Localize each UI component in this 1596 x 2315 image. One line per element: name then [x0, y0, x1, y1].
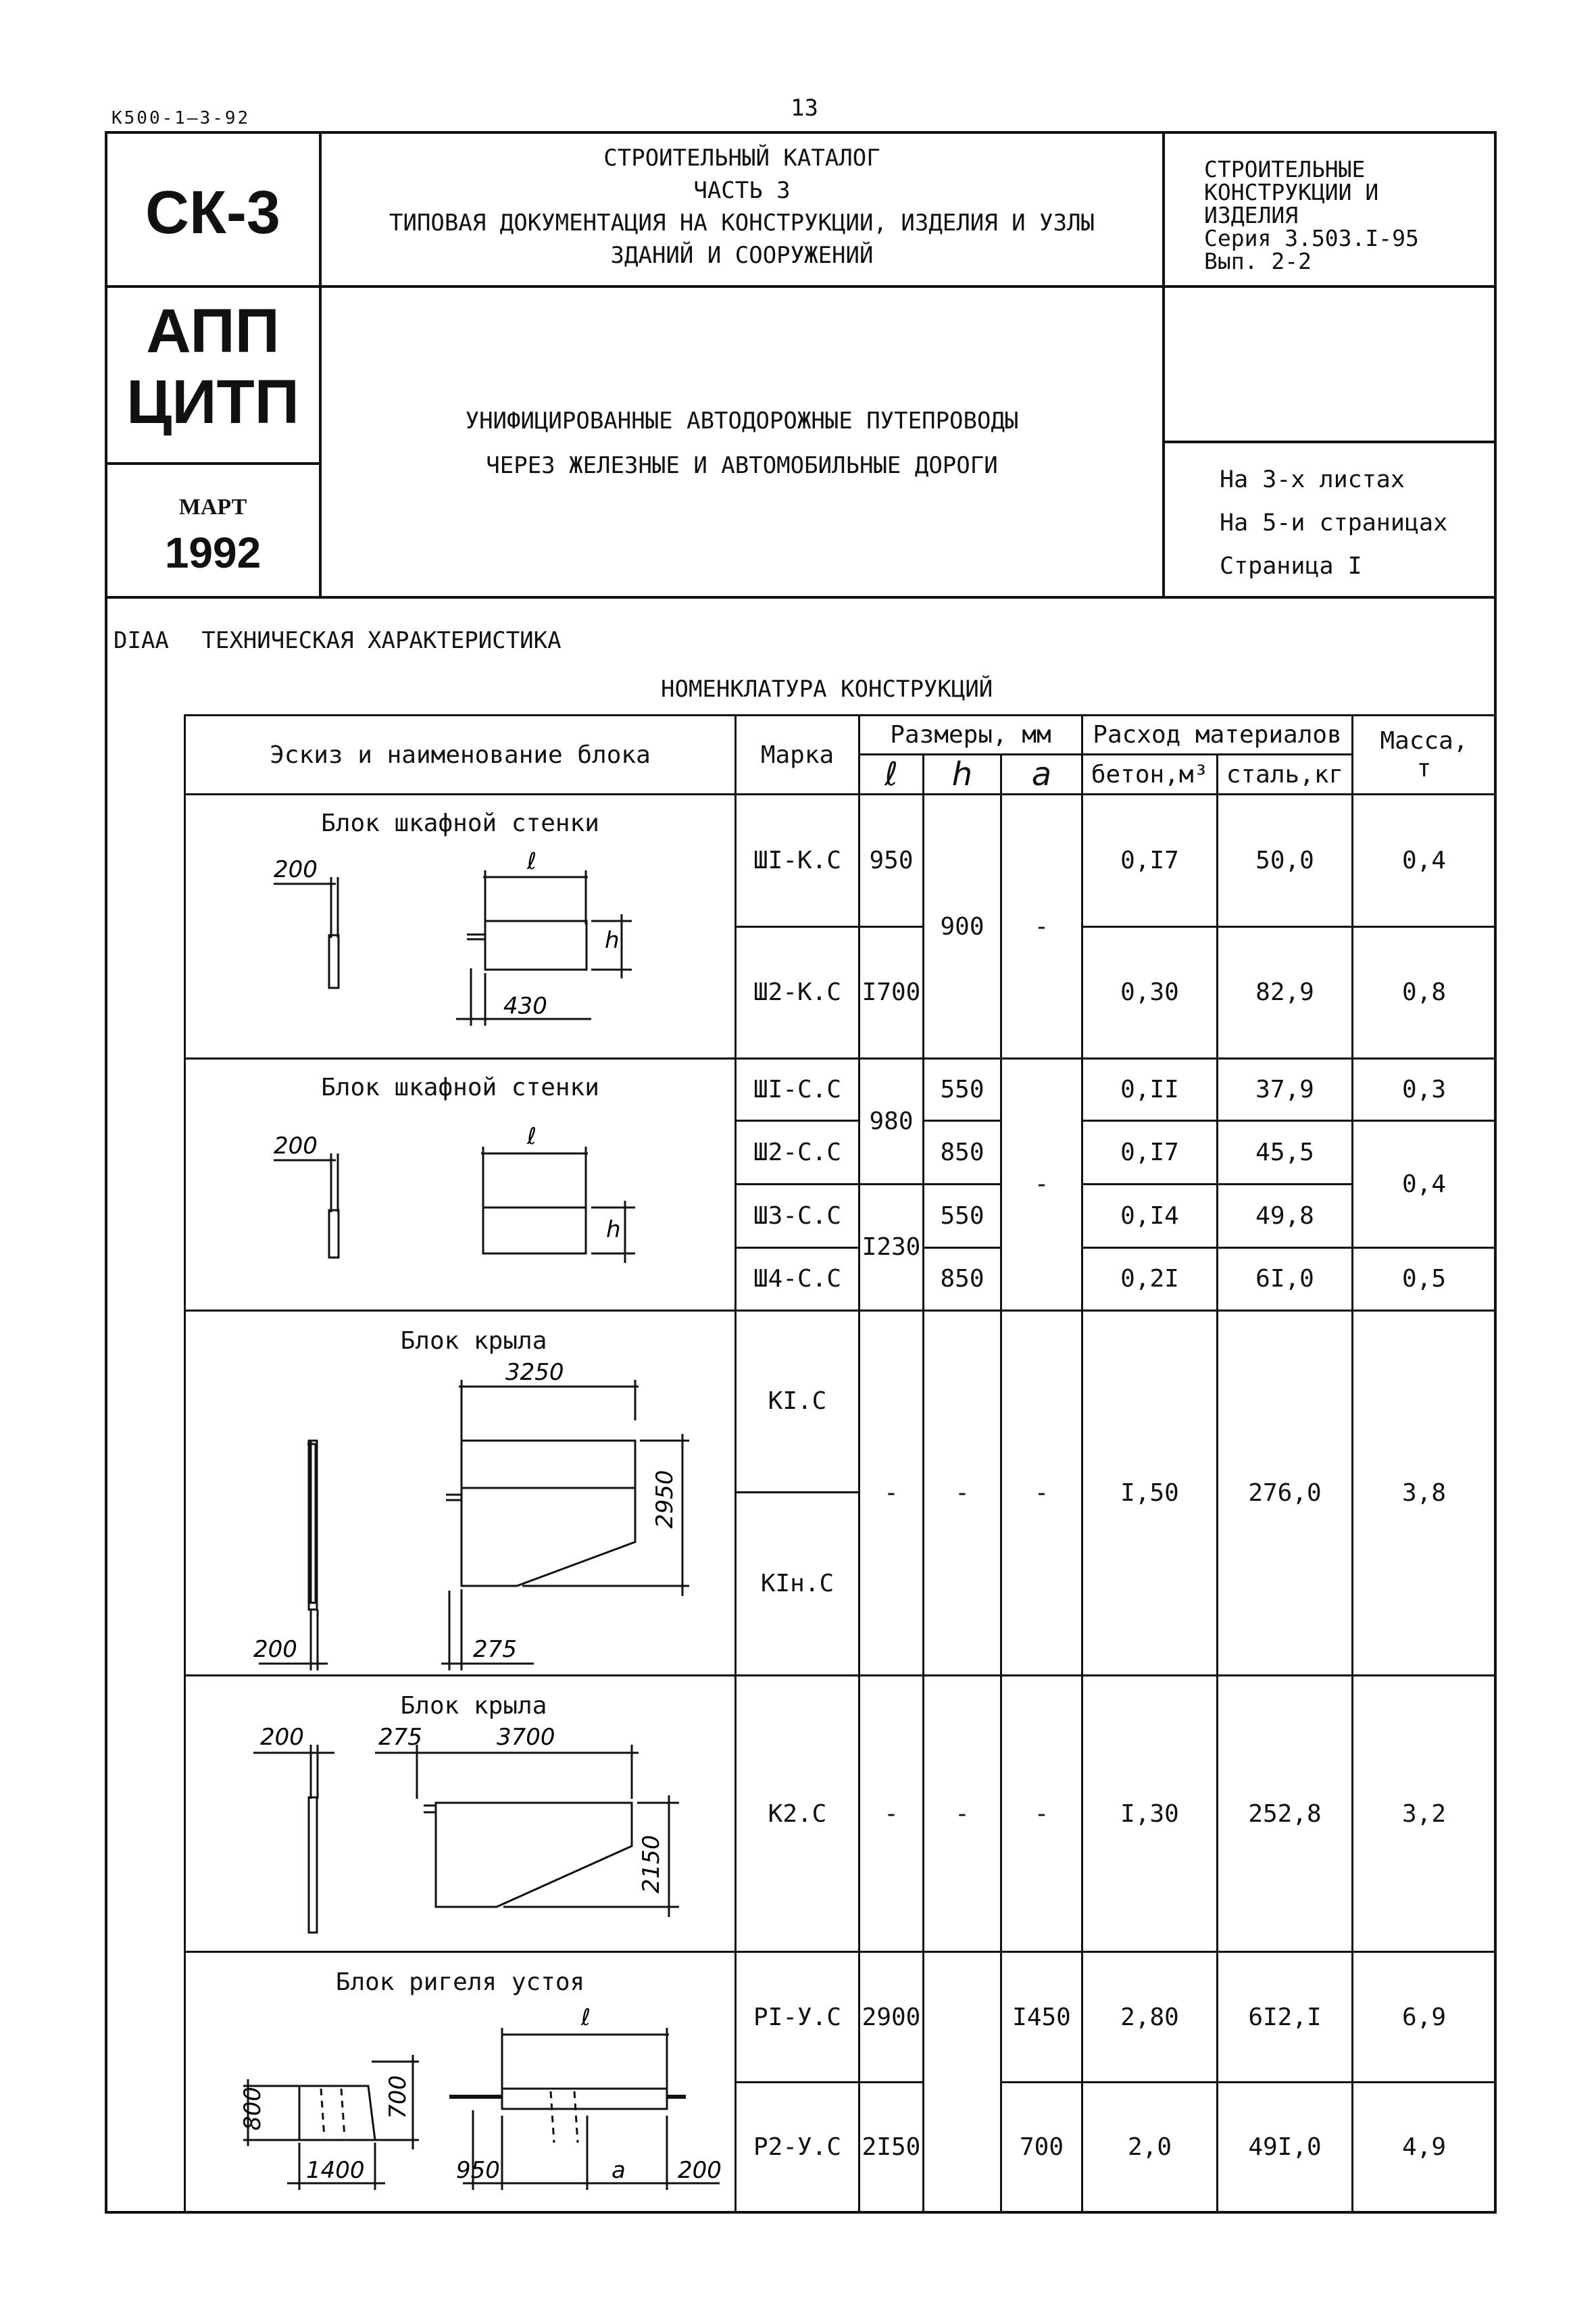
- dim-950: 950: [456, 2157, 500, 2185]
- header-steel: сталь,кг: [1218, 755, 1353, 795]
- right-cell-divider: [1162, 441, 1497, 443]
- l-cell: -: [859, 1675, 924, 1952]
- header-concrete: бетон,м³: [1082, 755, 1218, 795]
- concrete-cell: 2,0: [1082, 2082, 1218, 2212]
- mark-cell: KIн.C: [736, 1493, 859, 1676]
- catalog-title: [324, 142, 1159, 272]
- header-sketch: Эскиз и наименование блока: [185, 716, 736, 795]
- dim-2150: 2150: [638, 1835, 665, 1893]
- mass-cell: 4,9: [1353, 2082, 1496, 2212]
- concrete-cell: 0,II: [1082, 1059, 1218, 1121]
- a-cell: -: [1001, 1675, 1082, 1952]
- sketch-wing-block-2: [185, 1675, 736, 1952]
- l-cell: 980: [859, 1059, 924, 1185]
- mark-cell: Ш4-С.С: [736, 1248, 859, 1310]
- mark-cell: Ш3-С.С: [736, 1185, 859, 1248]
- mark-cell: K2.C: [736, 1675, 859, 1952]
- drawing-cabinet-wall-2: [186, 1060, 737, 1309]
- concrete-cell: 0,I7: [1082, 1121, 1218, 1185]
- dim-a: a: [612, 2157, 626, 2185]
- header-mass-line2: т: [1416, 755, 1432, 783]
- concrete-cell: I,50: [1082, 1310, 1218, 1675]
- sheets-line-3: Страница I: [1220, 553, 1362, 580]
- header-l: ℓ: [859, 755, 924, 795]
- section-code: DIAA: [114, 627, 169, 654]
- mark-cell: Ш2-С.С: [736, 1121, 859, 1185]
- dim-430: 430: [503, 993, 547, 1020]
- a-cell: -: [1001, 795, 1082, 1059]
- steel-cell: 6I,0: [1218, 1248, 1353, 1310]
- dim-200: 200: [260, 1723, 304, 1751]
- mass-cell: 3,2: [1353, 1675, 1496, 1952]
- series-line-4: Серия 3.503.I-95: [1204, 225, 1419, 251]
- dim-275: 275: [378, 1723, 422, 1751]
- l-cell: I700: [859, 926, 924, 1058]
- month: МАРТ: [178, 495, 247, 520]
- drawing-cabinet-wall-1: [186, 796, 737, 1057]
- series-line-3: ИЗДЕЛИЯ: [1204, 202, 1299, 228]
- table-title: НОМЕНКЛАТУРА КОНСТРУКЦИЙ: [661, 676, 993, 703]
- h-cell: -: [924, 1675, 1001, 1952]
- dim-h: h: [605, 927, 620, 955]
- mass-cell: 3,8: [1353, 1310, 1496, 1675]
- dim-1400: 1400: [306, 2157, 365, 2185]
- steel-cell: 37,9: [1218, 1059, 1353, 1121]
- dim-l: ℓ: [527, 1122, 537, 1150]
- dim-200: 200: [274, 856, 318, 884]
- steel-cell: 49,8: [1218, 1185, 1353, 1248]
- title-line-1: УНИФИЦИРОВАННЫЕ АВТОДОРОЖНЫЕ ПУТЕПРОВОДЫ: [465, 407, 1019, 434]
- mass-cell: 0,8: [1353, 926, 1496, 1058]
- dim-l: ℓ: [581, 2004, 591, 2032]
- year: 1992: [164, 528, 261, 577]
- org-line-1: АПП: [146, 297, 280, 366]
- mass-cell: 0,4: [1353, 795, 1496, 926]
- sketch-cabinet-wall-1: [185, 795, 736, 1059]
- header-materials: Расход материалов: [1082, 716, 1353, 755]
- header-mark: Марка: [736, 716, 859, 795]
- steel-cell: 6I2,I: [1218, 1952, 1353, 2082]
- document-title: [324, 399, 1159, 488]
- l-cell: 950: [859, 795, 924, 926]
- header-mass-line1: Масса,: [1380, 727, 1468, 755]
- sketch-cabinet-wall-2: [185, 1059, 736, 1311]
- header-mass: [1353, 716, 1496, 795]
- mark-cell: ШI-К.С: [736, 795, 859, 926]
- left-column-divider: [319, 131, 322, 599]
- concrete-cell: 0,30: [1082, 926, 1218, 1058]
- concrete-cell: 0,2I: [1082, 1248, 1218, 1310]
- h-cell: -: [924, 1310, 1001, 1675]
- steel-cell: 276,0: [1218, 1310, 1353, 1675]
- drawing-crossbar-block: [186, 1953, 737, 2210]
- header-h: h: [924, 755, 1001, 795]
- catalog-code: СК-3: [145, 179, 280, 247]
- header-a: a: [1001, 755, 1082, 795]
- h-cell: 550: [924, 1059, 1001, 1121]
- section-heading: [114, 627, 562, 654]
- mark-cell: Ш2-К.С: [736, 926, 859, 1058]
- a-cell: I450: [1001, 1952, 1082, 2082]
- sketch-crossbar-block: [185, 1952, 736, 2212]
- mass-cell: 0,3: [1353, 1059, 1496, 1121]
- dim-h: h: [606, 1216, 621, 1243]
- series-line-5: Вып. 2-2: [1204, 248, 1312, 274]
- a-cell: -: [1001, 1310, 1082, 1675]
- series-line-1: СТРОИТЕЛЬНЫЕ: [1204, 156, 1366, 182]
- a-cell: 700: [1001, 2082, 1082, 2212]
- mass-cell: 0,4: [1353, 1121, 1496, 1248]
- sketch-title-5: Блок ригеля устоя: [335, 1968, 585, 1997]
- h-cell: 900: [924, 795, 1001, 1059]
- mark-cell: PI-У.C: [736, 1952, 859, 2082]
- l-cell: 2I50: [859, 2082, 924, 2212]
- steel-cell: 82,9: [1218, 926, 1353, 1058]
- concrete-cell: 0,I7: [1082, 795, 1218, 926]
- sheets-info: [1220, 458, 1447, 588]
- left-cell-divider: [105, 462, 321, 465]
- series-block: [1204, 158, 1488, 273]
- dim-l: ℓ: [527, 848, 537, 876]
- mass-cell: 6,9: [1353, 1952, 1496, 2082]
- drawing-wing-block-1: [186, 1312, 737, 1674]
- sheets-line-2: На 5-и страницах: [1220, 509, 1448, 537]
- steel-cell: 252,8: [1218, 1675, 1353, 1952]
- dim-275: 275: [473, 1635, 517, 1663]
- steel-cell: 49I,0: [1218, 2082, 1353, 2212]
- l-cell: -: [859, 1310, 924, 1675]
- catalog-line-1: СТРОИТЕЛЬНЫЙ КАТАЛОГ: [603, 145, 880, 172]
- section-title: ТЕХНИЧЕСКАЯ ХАРАКТЕРИСТИКА: [201, 627, 562, 654]
- sheets-line-1: На 3-х листах: [1220, 466, 1405, 493]
- page-number: 13: [791, 95, 818, 122]
- mass-cell: 0,5: [1353, 1248, 1496, 1310]
- h-cell: 850: [924, 1121, 1001, 1185]
- right-column-divider: [1162, 131, 1165, 599]
- sketch-title-4: Блок крыла: [400, 1691, 547, 1720]
- document-code: К500-1—3-92: [111, 108, 251, 128]
- dim-800: 800: [239, 2087, 266, 2131]
- mark-cell: ШI-С.С: [736, 1059, 859, 1121]
- drawing-wing-block-2: [186, 1677, 737, 1951]
- series-line-2: КОНСТРУКЦИИ И: [1204, 179, 1379, 205]
- dim-200: 200: [274, 1132, 318, 1160]
- concrete-cell: I,30: [1082, 1675, 1218, 1952]
- h-cell: 850: [924, 1248, 1001, 1310]
- h-cell: 550: [924, 1185, 1001, 1248]
- dim-700: 700: [384, 2075, 412, 2120]
- sketch-wing-block-1: [185, 1310, 736, 1675]
- dim-3250: 3250: [505, 1358, 564, 1386]
- dim-2950: 2950: [651, 1470, 678, 1528]
- concrete-cell: 2,80: [1082, 1952, 1218, 2082]
- dim-3700: 3700: [497, 1723, 555, 1751]
- header-divider: [105, 285, 1497, 288]
- header-bottom: [105, 596, 1497, 599]
- sketch-title-2: Блок шкафной стенки: [321, 1073, 599, 1101]
- h-cell: [924, 1952, 1001, 2212]
- header-sizes: Размеры, мм: [859, 716, 1082, 755]
- mark-cell: P2-У.C: [736, 2082, 859, 2212]
- catalog-line-2: ЧАСТЬ 3: [693, 177, 791, 204]
- l-cell: I230: [859, 1185, 924, 1310]
- sketch-title-3: Блок крыла: [400, 1326, 547, 1355]
- mark-cell: KI.C: [736, 1310, 859, 1493]
- title-line-2: ЧЕРЕЗ ЖЕЛЕЗНЫЕ И АВТОМОБИЛЬНЫЕ ДОРОГИ: [486, 452, 998, 479]
- concrete-cell: 0,I4: [1082, 1185, 1218, 1248]
- steel-cell: 50,0: [1218, 795, 1353, 926]
- catalog-line-3: ТИПОВАЯ ДОКУМЕНТАЦИЯ НА КОНСТРУКЦИИ, ИЗДЕЛИЯ И УЗЛЫ: [389, 209, 1095, 237]
- a-cell: -: [1001, 1059, 1082, 1311]
- dim-200: 200: [678, 2157, 722, 2185]
- steel-cell: 45,5: [1218, 1121, 1353, 1185]
- sketch-title-1: Блок шкафной стенки: [321, 810, 599, 838]
- nomenclature-table: [184, 714, 1497, 2213]
- org-line-2: ЦИТП: [126, 368, 299, 437]
- catalog-line-4: ЗДАНИЙ И СООРУЖЕНИЙ: [610, 242, 874, 269]
- dim-200: 200: [253, 1635, 297, 1663]
- l-cell: 2900: [859, 1952, 924, 2082]
